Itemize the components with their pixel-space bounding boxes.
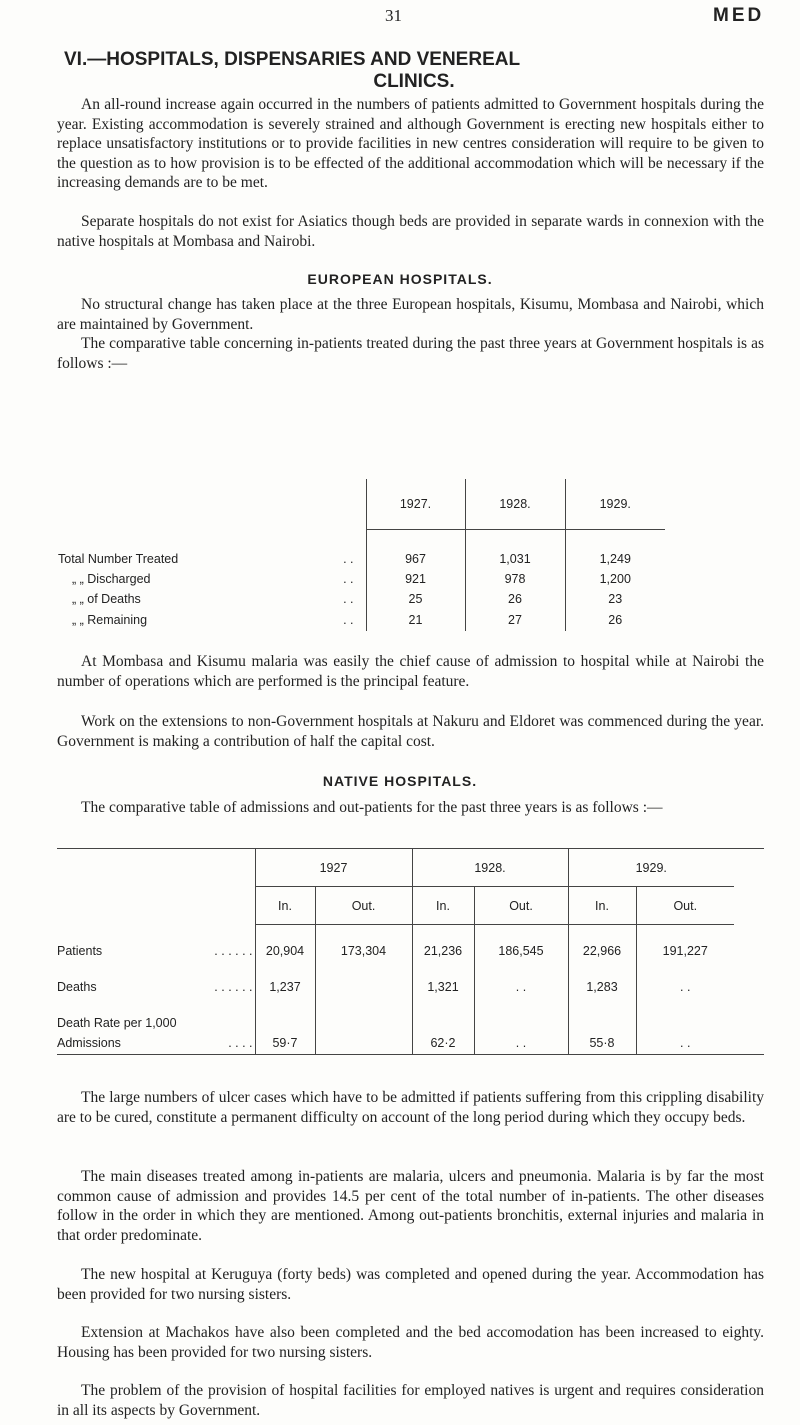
table-row: Patients . . . . . . 20,904 173,304 21,236 186,545 22,966 191,227 (57, 941, 764, 961)
table-cell: . . (474, 1033, 568, 1055)
table-cell: 921 (366, 569, 465, 589)
table-cell: 186,545 (474, 941, 568, 961)
table-cell: . . (474, 977, 568, 997)
table-cell: 59·7 (255, 1033, 315, 1055)
table-cell (315, 1033, 412, 1055)
row-label: Deaths (57, 979, 97, 994)
intro-paragraph-2: Separate hospitals do not exist for Asiatics though beds are provided in separate wards in connexion with the native hospitals at Mombasa and Nairobi. (57, 213, 764, 250)
table-cell: 55·8 (568, 1033, 636, 1055)
table-cell (315, 977, 412, 997)
subheader: In. (568, 887, 636, 925)
subheader: Out. (474, 887, 568, 925)
native-hospitals-heading: NATIVE HOSPITALS. (322, 773, 478, 789)
intro-paragraph-1: An all-round increase again occurred in the numbers of patients admitted to Government hospitals during the year. Existing accommodation is severely strained and although Government is erecting new hospitals either to replace unsatisfactory institutions or to provide facilities in new centres consideration will require to be given to the question as to how provision is to be effected of the additional accommodation which will be necessary if the increasing demands are to be met. (57, 96, 764, 191)
table-cell: 23 (565, 589, 665, 609)
row-label-cont: Admissions (57, 1036, 121, 1051)
table-row: „ „ Remaining . . 21 27 26 (57, 609, 764, 631)
european-inpatients-table (57, 479, 764, 631)
table-cell: 25 (366, 589, 465, 609)
table-row: Admissions . . . . 59·7 62·2 . . 55·8 . . (57, 1033, 764, 1055)
native-admissions-table (57, 848, 764, 1055)
table-row: Deaths . . . . . . 1,237 1,321 . . 1,283 . . (57, 977, 764, 997)
page-number: 31 (385, 6, 402, 25)
european-paragraph-2: The comparative table concerning in-patients treated during the past three years at Government hospitals is as follows :— (57, 335, 764, 372)
native-paragraph-2: The large numbers of ulcer cases which have to be admitted if patients suffering from this crippling disability are to be cured, constitute a permanent difficulty on account of the long period during which they occupy beds. (57, 1089, 764, 1126)
european-paragraph-3: At Mombasa and Kisumu malaria was easily the chief cause of admission to hospital while at Nairobi the number of operations which are performed is the principal feature. (57, 653, 764, 690)
year-header: 1927 (255, 849, 412, 887)
table-row (57, 1013, 764, 1033)
table-cell: . . (636, 1033, 734, 1055)
table-cell: 1,283 (568, 977, 636, 997)
table-cell: 1,321 (412, 977, 474, 997)
subheader: Out. (636, 887, 734, 925)
table-cell: 978 (465, 569, 565, 589)
row-label: „ „ of Deaths (72, 592, 141, 606)
table-cell: . . (636, 977, 734, 997)
year-header: 1929. (568, 849, 734, 887)
table-cell: 1,031 (465, 549, 565, 569)
native-paragraph-6: The problem of the provision of hospital facilities for employed natives is urgent and requires consideration in all its aspects by Government. (57, 1382, 764, 1419)
row-label: „ „ Remaining (72, 613, 148, 627)
row-label: Patients (57, 943, 103, 958)
section-title-line2: CLINICS. (373, 71, 455, 92)
native-paragraph-3: The main diseases treated among in-patients are malaria, ulcers and pneumonia. Malaria is by far the most common cause of admission and provides 14.5 per cent of the total number of in-patients. The other diseases follow in the order in which they are mentioned. Among out-patients bronchitis, external injuries and malaria in that order predominate. (57, 1168, 764, 1244)
table-cell: 1,237 (255, 977, 315, 997)
table-cell: 967 (366, 549, 465, 569)
table-row: „ „ of Deaths . . 25 26 23 (57, 589, 764, 609)
subheader: Out. (315, 887, 412, 925)
section-code: MED (713, 5, 765, 26)
section-title (64, 49, 764, 93)
table-cell: 27 (465, 609, 565, 631)
native-paragraph-4: The new hospital at Keruguya (forty beds) was completed and opened during the year. Accommodation has been provided for two nursing sisters. (57, 1266, 764, 1303)
table-cell: 21 (366, 609, 465, 631)
table-cell: 191,227 (636, 941, 734, 961)
row-label: Total Number Treated (58, 552, 179, 566)
table-cell: 21,236 (412, 941, 474, 961)
subheader: In. (412, 887, 474, 925)
table-cell: 173,304 (315, 941, 412, 961)
section-title-line1: VI.—HOSPITALS, DISPENSARIES AND VENEREAL (64, 49, 521, 70)
table-cell: 20,904 (255, 941, 315, 961)
subheader: In. (255, 887, 315, 925)
european-paragraph-4: Work on the extensions to non-Government hospitals at Nakuru and Eldoret was commenced during the year. Government is making a contribution of half the capital cost. (57, 713, 764, 750)
table-cell: 62·2 (412, 1033, 474, 1055)
table-cell: 22,966 (568, 941, 636, 961)
table-row: Total Number Treated . . 967 1,031 1,249 (57, 549, 764, 569)
row-label: Death Rate per 1,000 (57, 1015, 177, 1030)
european-paragraph-1: No structural change has taken place at the three European hospitals, Kisumu, Mombasa and Nairobi, which are maintained by Government. (57, 296, 764, 333)
table-cell: 1,249 (565, 549, 665, 569)
table-cell: 26 (565, 609, 665, 631)
year-header: 1928. (465, 479, 565, 529)
table-cell: 26 (465, 589, 565, 609)
row-label: „ „ Discharged (72, 572, 151, 586)
year-header: 1927. (366, 479, 465, 529)
year-header: 1928. (412, 849, 568, 887)
european-hospitals-heading: EUROPEAN HOSPITALS. (307, 271, 493, 287)
native-paragraph-5: Extension at Machakos have also been completed and the bed accomodation has been increased to eighty. Housing has been provided for two nursing sisters. (57, 1324, 764, 1361)
table-cell: 1,200 (565, 569, 665, 589)
year-header: 1929. (565, 479, 665, 529)
table-row: „ „ Discharged . . 921 978 1,200 (57, 569, 764, 589)
native-paragraph-1: The comparative table of admissions and out-patients for the past three years is as follows :— (81, 799, 663, 816)
